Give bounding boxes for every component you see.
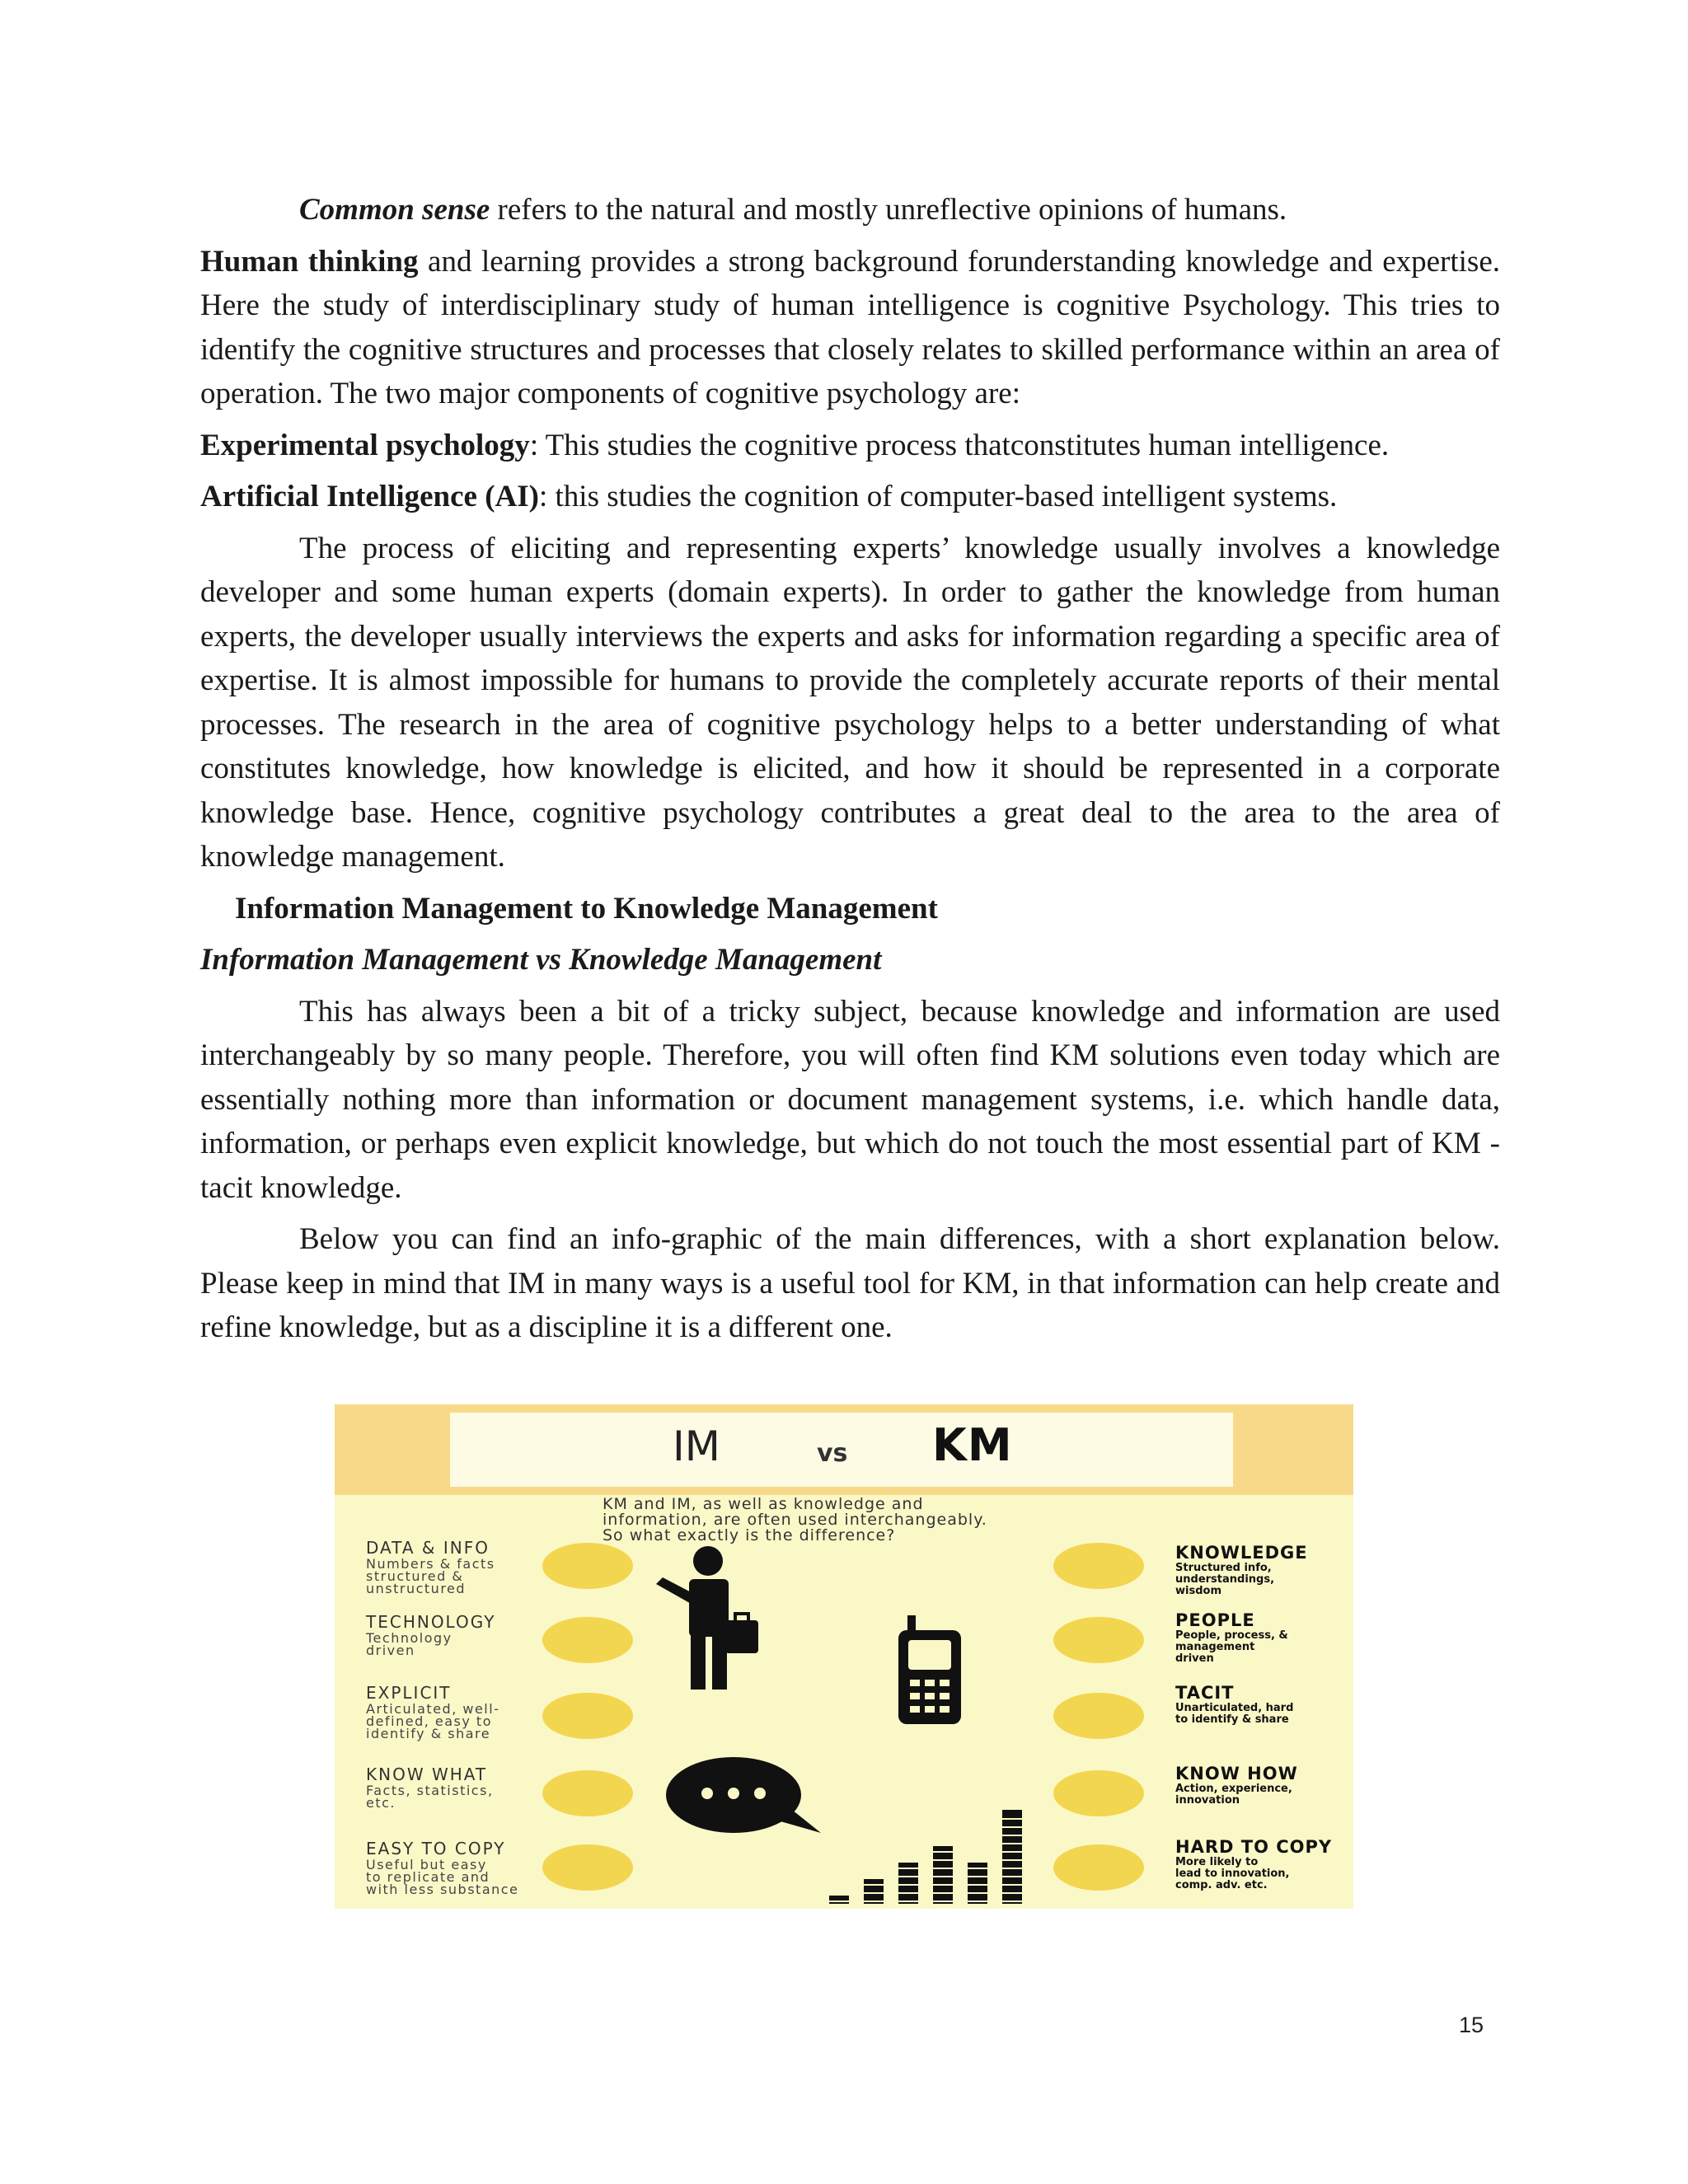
term-experimental-psychology: Experimental psychology xyxy=(200,428,530,462)
mobile-phone-icon xyxy=(898,1615,961,1724)
im-item-explicit: EXPLICIT Articulated, well- defined, easy to identify & share xyxy=(366,1683,500,1741)
infographic-title-vs: vs xyxy=(817,1439,848,1468)
km-item-hard-to-copy: HARD TO COPY More likely to lead to innovation, comp. adv. etc. xyxy=(1175,1837,1333,1891)
term-human-thinking: Human thinking xyxy=(200,244,419,279)
businessman-icon xyxy=(656,1546,758,1690)
page-content xyxy=(200,188,1500,1350)
infographic-icons xyxy=(335,1404,1353,1909)
infographic-title-km: KM xyxy=(932,1419,1013,1471)
km-item-know-how: KNOW HOW Action, experience, innovation xyxy=(1175,1764,1298,1807)
page-number: 15 xyxy=(1458,2013,1484,2037)
im-item-data-info: DATA & INFO Numbers & facts structured & unstructured xyxy=(366,1538,495,1596)
term-artificial-intelligence: Artificial Intelligence (AI) xyxy=(200,480,539,513)
paragraph-human-thinking: Human thinking and learning provides a strong background forunderstanding knowledge and expertise. Here the study of interdisciplinary study of human intelligence is cognitive Psychology. This tries to identify the cognitive structures and processes that closely relates to skilled performance within an area of operation. The two major components of cognitive psychology are: xyxy=(200,244,1500,410)
infographic-intro-text: KM and IM, as well as knowledge and information, are often used interchangeably. So what exactly is the difference? xyxy=(603,1495,987,1544)
im-item-know-what: KNOW WHAT Facts, statistics, etc. xyxy=(366,1765,494,1811)
signal-bars-icon xyxy=(829,1810,1022,1904)
section-heading: Information Management to Knowledge Management xyxy=(235,891,938,926)
section-subheading: Information Management vs Knowledge Management xyxy=(200,943,882,977)
im-vs-km-infographic xyxy=(335,1404,1353,1909)
paragraph-eliciting-knowledge: The process of eliciting and representing experts’ knowledge usually involves a knowledge developer and some human experts (domain experts). In order to gather the knowledge from human experts, the developer usually interviews the experts and asks for information regarding a specific area of expertise. It is almost impossible for humans to provide the completely accurate reports of their mental processes. The research in the area of cognitive psychology helps to a better understanding of what constitutes knowledge, how knowledge is elicited, and how it should be represented in a corporate knowledge base. Hence, cognitive psychology contributes a great deal to the area to the area of knowledge management. xyxy=(200,531,1500,874)
term-common-sense: Common sense xyxy=(299,193,490,227)
infographic-title-im: IM xyxy=(673,1422,720,1470)
paragraph-common-sense: Common sense refers to the natural and mostly unreflective opinions of humans. xyxy=(299,193,1287,227)
im-item-technology: TECHNOLOGY Technology driven xyxy=(366,1612,496,1658)
paragraph-artificial-intelligence: Artificial Intelligence (AI): this studies the cognition of computer-based intelligent systems. xyxy=(200,480,1338,513)
paragraph-tricky-subject: This has always been a bit of a tricky subject, because knowledge and information are used interchangeably by so many people. Therefore, you will often find KM solutions even today which are essentially nothing more than information or document management systems, i.e. which handle data, information, or perhaps even explicit knowledge, but which do not touch the most essential part of KM - tacit knowledge. xyxy=(200,994,1500,1205)
km-item-people: PEOPLE People, process, & management driven xyxy=(1175,1610,1288,1665)
paragraph-infographic-intro: Below you can find an info-graphic of the main differences, with a short explanation below. Please keep in mind that IM in many ways is a useful tool for KM, in that information can help create and refine knowledge, but as a discipline it is a different one. xyxy=(200,1222,1500,1344)
km-item-tacit: TACIT Unarticulated, hard to identify & share xyxy=(1175,1683,1294,1726)
km-item-knowledge: KNOWLEDGE Structured info, understandings, wisdom xyxy=(1175,1543,1308,1597)
speech-bubble-icon xyxy=(666,1757,821,1833)
im-item-easy-to-copy: EASY TO COPY Useful but easy to replicate and with less substance xyxy=(366,1839,519,1897)
paragraph-experimental-psychology: Experimental psychology: This studies the cognitive process thatconstitutes human intelligence. xyxy=(200,428,1390,462)
